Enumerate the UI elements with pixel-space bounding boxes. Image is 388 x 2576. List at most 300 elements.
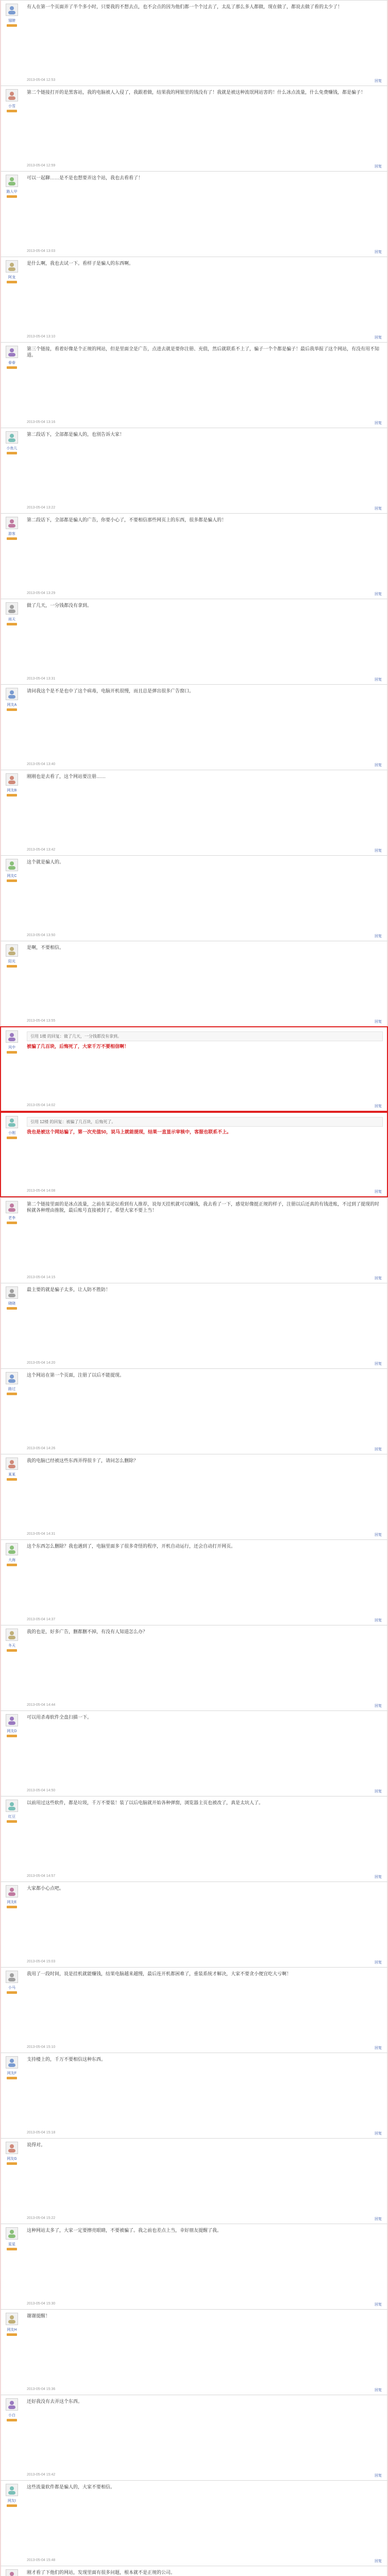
post-content: 刚才看了下他们的网站，发现里面有很多问题，根本就不是正规的公司。 [27, 2570, 176, 2575]
post-body [23, 599, 387, 684]
forum-post [0, 1625, 388, 1710]
avatar[interactable] [6, 89, 18, 101]
level-badge [7, 366, 17, 369]
user-icon [7, 1288, 16, 1297]
post-body [23, 1882, 387, 1967]
post-body [23, 1625, 387, 1710]
level-badge [7, 879, 17, 882]
user-icon [7, 2571, 16, 2576]
post-body [23, 172, 387, 257]
post-body [23, 2310, 387, 2395]
avatar[interactable] [6, 2227, 18, 2240]
avatar[interactable] [6, 2484, 18, 2496]
reply-link[interactable]: 回复 [375, 79, 382, 83]
post-content: 我用了一段时间，说是挂机就能赚钱，结果电脑越来越慢，最后连开机都困难了，重装系统才解决，大家不要贪小便宜吃大亏啊！ [27, 1971, 292, 1976]
avatar[interactable] [6, 175, 18, 187]
post-author [1, 856, 23, 941]
post-body [23, 1797, 387, 1882]
author-name[interactable]: 小刚 [8, 1131, 15, 1135]
forum-post [0, 1796, 388, 1882]
post-time: 2013-05-04 14:57 [27, 1874, 56, 1878]
post-author [1, 2224, 23, 2309]
user-icon [7, 2229, 16, 2238]
level-badge [7, 1564, 17, 1566]
level-badge [7, 708, 17, 711]
post-time: 2013-05-04 13:40 [27, 762, 56, 766]
post-meta [27, 1532, 382, 1537]
post-time: 2013-05-04 15:03 [27, 1960, 56, 1963]
post-meta [27, 848, 382, 853]
post-author [1, 2481, 23, 2566]
forum-post [0, 513, 388, 599]
avatar[interactable] [6, 944, 18, 957]
author-name[interactable]: 小鱼儿 [6, 447, 18, 450]
forum-post [0, 1967, 388, 2053]
post-time: 2013-05-04 14:02 [27, 1104, 56, 1107]
post-content: 这个东西怎么删除？我也遇到了，电脑里面多了很多奇怪的程序，开机自动运行，还会自动打开网页。 [27, 1544, 236, 1549]
reply-link[interactable]: 回复 [375, 336, 382, 340]
post-meta [27, 1703, 382, 1708]
user-icon [7, 1630, 16, 1639]
avatar[interactable] [6, 1714, 18, 1726]
post-meta [27, 1618, 382, 1623]
post-meta [27, 1019, 382, 1024]
post-meta [27, 1789, 382, 1794]
reply-link[interactable]: 回复 [375, 1448, 382, 1451]
author-name[interactable]: 雨天 [8, 618, 15, 621]
post-content: 刚刚也是去看了，这个网站要注册…… [27, 774, 106, 779]
post-time: 2013-05-04 15:30 [27, 2302, 56, 2306]
reply-link[interactable]: 回复 [375, 2560, 382, 2563]
forum-post [0, 1283, 388, 1368]
user-icon [7, 2485, 16, 2495]
avatar[interactable] [6, 859, 18, 871]
avatar[interactable] [6, 1458, 18, 1470]
level-badge [7, 1307, 17, 1310]
post-time: 2013-05-04 13:50 [27, 934, 56, 937]
post-time: 2013-05-04 14:50 [27, 1789, 56, 1792]
level-badge [7, 2077, 17, 2079]
post-meta [27, 591, 382, 597]
post-author [1, 514, 23, 599]
post-content: 可以用杀毒软件全盘扫描一下。 [27, 1715, 92, 1720]
user-icon [7, 1972, 16, 1981]
post-content: 支持楼上的，千万不要相信这种东西。 [27, 2057, 106, 2062]
author-name[interactable]: 网友C [7, 874, 17, 878]
post-time: 2013-05-04 14:44 [27, 1703, 56, 1707]
post-content: 还好我没有去弄这个东西。 [27, 2399, 83, 2404]
post-time: 2013-05-04 14:20 [27, 1361, 56, 1365]
user-icon [7, 689, 16, 699]
forum-post [0, 1026, 388, 1112]
user-icon [7, 1545, 16, 1554]
user-icon [7, 1117, 16, 1127]
author-name[interactable]: 网友I [8, 2499, 16, 2503]
forum-post [0, 941, 388, 1026]
reply-link[interactable]: 回复 [375, 1790, 382, 1793]
post-meta [27, 1960, 382, 1965]
level-badge [7, 2504, 17, 2507]
post-body [23, 428, 387, 513]
reply-link[interactable]: 回复 [375, 2132, 382, 2136]
post-meta [27, 1276, 382, 1281]
forum-post [0, 855, 388, 941]
post-time: 2013-05-04 15:36 [27, 2387, 56, 2391]
post-author [1, 2053, 23, 2138]
forum-post [0, 1112, 388, 1197]
user-icon [7, 775, 16, 784]
reply-link[interactable]: 回复 [375, 1961, 382, 1964]
post-content: 请问我这个是不是也中了这个病毒，电脑开机很慢，而且总是弹出很多广告窗口。 [27, 688, 194, 693]
post-author [1, 1540, 23, 1625]
post-time: 2013-05-04 14:31 [27, 1532, 56, 1536]
post-content: 第二段话下，全部都是骗人的广告，你要小心了，不要相信那些网页上的东西，很多都是骗人的！ [27, 517, 227, 522]
post-body [23, 2481, 387, 2566]
user-icon [7, 1716, 16, 1725]
author-name[interactable]: 网友B [7, 789, 17, 792]
post-author [1, 770, 23, 855]
author-name[interactable]: 翅膀 [8, 19, 15, 23]
post-time: 2013-05-04 13:10 [27, 335, 56, 338]
user-icon [7, 604, 16, 613]
post-content: 做了几天，一分钱都没有拿到。 [27, 603, 92, 608]
post-meta [27, 2131, 382, 2136]
author-name[interactable]: 小马 [8, 1986, 15, 1990]
forum-post [0, 342, 388, 428]
reply-link[interactable]: 回复 [375, 678, 382, 682]
level-badge [7, 110, 17, 112]
author-name[interactable]: 网友D [7, 1730, 17, 1733]
post-body [23, 2224, 387, 2309]
post-author [1, 1454, 23, 1539]
post-body [23, 257, 387, 342]
forum-post [0, 1454, 388, 1539]
author-name[interactable]: 阳光 [8, 960, 15, 963]
post-meta [27, 762, 382, 768]
post-meta [27, 934, 382, 939]
reply-link[interactable]: 回复 [375, 1105, 382, 1108]
post-content: 说得对。 [27, 2142, 46, 2147]
post-content: 最主要的就是骗子太多，让人防不胜防！ [27, 1287, 111, 1292]
author-name[interactable]: 路过 [8, 1387, 15, 1391]
post-body [23, 1198, 387, 1283]
post-meta [27, 2302, 382, 2307]
post-author [1, 1198, 23, 1283]
user-icon [7, 2314, 16, 2324]
post-author [1, 1625, 23, 1710]
avatar[interactable] [6, 1885, 18, 1897]
post-author [1, 1, 23, 86]
post-author [1, 941, 23, 1026]
post-time: 2013-05-04 13:42 [27, 848, 56, 852]
forum-post [0, 770, 388, 855]
forum-post [0, 2053, 388, 2138]
author-name[interactable]: 网友E [7, 1901, 17, 1904]
post-author [1, 599, 23, 684]
user-icon [7, 91, 16, 100]
avatar[interactable] [6, 1629, 18, 1641]
post-meta [27, 1361, 382, 1366]
avatar[interactable] [6, 2313, 18, 2325]
author-name[interactable]: 冬天 [8, 1644, 15, 1648]
reply-link[interactable]: 回复 [375, 1020, 382, 1024]
post-time: 2013-05-04 13:29 [27, 591, 56, 595]
post-time: 2013-05-04 14:37 [27, 1618, 56, 1621]
post-time: 2013-05-04 13:55 [27, 1019, 56, 1023]
avatar[interactable] [6, 431, 18, 444]
post-content: 是啊，不要相信。 [27, 945, 64, 950]
forum-post [0, 2309, 388, 2395]
author-name[interactable]: 某某 [8, 1473, 15, 1477]
reply-link[interactable]: 回复 [375, 1704, 382, 1708]
level-badge [7, 1222, 17, 1224]
avatar[interactable] [6, 773, 18, 786]
avatar[interactable] [6, 346, 18, 358]
level-badge [7, 537, 17, 540]
avatar[interactable] [6, 2142, 18, 2154]
post-body [23, 2053, 387, 2138]
reply-link[interactable]: 回复 [375, 1362, 382, 1366]
post-time: 2013-05-04 15:22 [27, 2216, 56, 2220]
level-badge [7, 2419, 17, 2421]
forum-post [0, 428, 388, 513]
author-name[interactable]: 老李 [8, 1216, 15, 1220]
post-author [1, 1027, 23, 1111]
post-content: 可以一起聊……是不是也想要弄这个站，我也去看看了！ [27, 175, 143, 180]
author-name[interactable]: 游客 [8, 532, 15, 536]
post-meta [27, 677, 382, 682]
post-body [23, 770, 387, 855]
author-name[interactable]: 星星 [8, 2243, 15, 2246]
post-body [23, 1369, 387, 1454]
post-author [1, 86, 23, 171]
level-badge [7, 1137, 17, 1139]
post-time: 2013-05-04 12:53 [27, 78, 56, 82]
level-badge [7, 1051, 17, 1054]
post-time: 2013-05-04 15:42 [27, 2473, 56, 2477]
post-body [23, 856, 387, 941]
post-author [1, 1369, 23, 1454]
avatar[interactable] [6, 2569, 18, 2576]
quote-block: 引用 12楼 的回复：被骗了几百块，后悔死了。 [27, 1117, 383, 1127]
reply-link[interactable]: 回复 [375, 2046, 382, 2050]
reply-link[interactable]: 回复 [375, 592, 382, 596]
avatar[interactable] [6, 1372, 18, 1384]
author-name[interactable]: 网友G [7, 2157, 17, 2161]
reply-link[interactable]: 回复 [375, 507, 382, 511]
post-body [23, 2395, 387, 2480]
user-icon [7, 1202, 16, 1212]
user-icon [7, 2400, 16, 2409]
user-icon [7, 176, 16, 185]
post-meta [27, 78, 382, 83]
forum-post [0, 1710, 388, 1796]
post-content: 这些流量软件都是骗人的，大家不要相信。 [27, 2484, 115, 2489]
reply-link[interactable]: 回复 [375, 421, 382, 425]
author-name[interactable]: 小白 [8, 2414, 15, 2417]
reply-link[interactable]: 回复 [375, 1277, 382, 1280]
post-content: 第二个链接里面的是冰点流量，之前在某论坛看到有人推荐，说每天挂机就可以赚钱，我去看了一下，感觉好像挺正规的样子，注册以后还真的有钱进账，不过到了提现的时候就各种理由推脱，最后账号直接被封了，希望大家不要上当！ [27, 1201, 380, 1213]
post-meta [27, 1189, 382, 1194]
post-time: 2013-05-04 12:59 [27, 164, 56, 167]
reply-link[interactable]: 回复 [375, 250, 382, 254]
post-author [1, 1797, 23, 1882]
reply-link[interactable]: 回复 [375, 764, 382, 767]
avatar[interactable] [6, 602, 18, 615]
author-name[interactable]: 网友F [7, 2072, 17, 2075]
post-meta [27, 2387, 382, 2393]
user-icon [7, 518, 16, 528]
post-content: 第二段话下，全部都是骗人的，也别告诉大家！ [27, 432, 125, 437]
reply-link[interactable]: 回复 [375, 2474, 382, 2478]
reply-link[interactable]: 回复 [375, 1533, 382, 1537]
level-badge [7, 2333, 17, 2336]
avatar[interactable] [6, 1030, 18, 1043]
author-name[interactable]: 春春 [8, 361, 15, 365]
level-badge [7, 623, 17, 625]
post-author [1, 2310, 23, 2395]
user-icon [7, 2058, 16, 2067]
post-body [23, 1113, 387, 1196]
post-author [1, 172, 23, 257]
forum-post [0, 2395, 388, 2480]
post-body [23, 685, 387, 770]
post-content: 这个网站在第一个页面，注册了以后不能提现。 [27, 1372, 125, 1378]
forum-post [0, 171, 388, 257]
avatar[interactable] [6, 517, 18, 529]
level-badge [7, 2162, 17, 2165]
post-meta [27, 420, 382, 426]
post-body [23, 2139, 387, 2224]
reply-link[interactable]: 回复 [375, 2217, 382, 2221]
author-name[interactable]: 大海 [8, 1558, 15, 1562]
level-badge [7, 1906, 17, 1908]
post-time: 2013-05-04 13:16 [27, 420, 56, 424]
avatar[interactable] [6, 260, 18, 273]
level-badge [7, 1393, 17, 1395]
reply-link[interactable]: 回复 [375, 2303, 382, 2307]
post-content: 我也是被这个网站骗了，第一次充值50，说马上就能提现，结果一直显示审核中，客服也联系不上。 [27, 1129, 232, 1134]
post-time: 2013-05-04 13:22 [27, 506, 56, 510]
avatar[interactable] [6, 1543, 18, 1555]
user-icon [7, 5, 16, 14]
avatar[interactable] [6, 1971, 18, 1983]
post-content: 我的电脑已经被这些东西弄得很卡了，请问怎么删除？ [27, 1458, 139, 1463]
user-icon [7, 262, 16, 271]
level-badge [7, 1991, 17, 1994]
post-author [1, 343, 23, 428]
avatar[interactable] [6, 2056, 18, 2069]
level-badge [7, 1478, 17, 1481]
reply-link[interactable]: 回复 [375, 2388, 382, 2392]
user-icon [7, 1374, 16, 1383]
reply-link[interactable]: 回复 [375, 165, 382, 168]
post-content: 第二个链接打开的是黑客站，我的电脑被人入侵了，我跟着做，结果我的网银里的钱没有了！我就是被这种流氓网站害的！什么冰点流量，什么免费赚钱，都是骗子！ [27, 90, 366, 95]
reply-link[interactable]: 回复 [375, 1875, 382, 1879]
author-name[interactable]: 路人甲 [6, 190, 18, 194]
quote-block: 引用 1楼 的回复：做了几天，一分钱都没有拿到。 [27, 1031, 383, 1041]
post-author [1, 1113, 23, 1196]
post-meta [27, 2558, 382, 2564]
author-name[interactable]: 风中 [8, 1046, 15, 1049]
avatar[interactable] [6, 4, 18, 16]
forum-post [0, 1197, 388, 1283]
post-content: 谢谢提醒！ [27, 2313, 50, 2318]
post-body [23, 1283, 387, 1368]
forum-post [0, 86, 388, 171]
post-content: 第三个链接，看着好像是个正规的网站，但是里面全是广告，点进去就是要你注册、充值，然后就联系不上了，骗子一个个都是骗子！最后我举报了这个网站，有没有用不知道。 [27, 346, 380, 358]
post-meta [27, 335, 382, 340]
post-body [23, 941, 387, 1026]
post-meta [27, 164, 382, 169]
author-name[interactable]: 网友A [7, 703, 17, 707]
post-author [1, 1711, 23, 1796]
forum-post [0, 2138, 388, 2224]
level-badge [7, 794, 17, 796]
reply-link[interactable]: 回复 [375, 1190, 382, 1194]
post-author [1, 685, 23, 770]
post-meta [27, 506, 382, 511]
user-icon [7, 1801, 16, 1810]
avatar[interactable] [6, 1800, 18, 1812]
author-name[interactable]: 红豆 [8, 1815, 15, 1819]
post-content: 我的也是，好多广告，删都删不掉，有没有人知道怎么办？ [27, 1629, 148, 1634]
post-body [23, 514, 387, 599]
level-badge [7, 195, 17, 198]
post-author [1, 257, 23, 342]
reply-link[interactable]: 回复 [375, 935, 382, 938]
forum-post [0, 1539, 388, 1625]
reply-link[interactable]: 回复 [375, 1619, 382, 1622]
level-badge [7, 24, 17, 27]
level-badge [7, 1649, 17, 1652]
post-time: 2013-05-04 15:18 [27, 2131, 56, 2134]
level-badge [7, 1735, 17, 1737]
post-author [1, 1882, 23, 1967]
forum-post [0, 2224, 388, 2309]
avatar[interactable] [6, 688, 18, 700]
user-icon [7, 1887, 16, 1896]
post-author [1, 2566, 23, 2576]
post-meta [27, 1447, 382, 1452]
user-icon [7, 2143, 16, 2153]
post-body [23, 2566, 387, 2576]
post-author [1, 2395, 23, 2480]
avatar[interactable] [6, 1286, 18, 1299]
avatar[interactable] [6, 1116, 18, 1128]
forum-post [0, 0, 388, 86]
post-meta [27, 1104, 382, 1109]
user-icon [7, 347, 16, 357]
forum-post [0, 1882, 388, 1967]
post-time: 2013-05-04 14:26 [27, 1447, 56, 1450]
reply-link[interactable]: 回复 [375, 849, 382, 853]
post-content: 被骗了几百块，后悔死了，大家千万不要相信啊！ [27, 1044, 129, 1049]
post-meta [27, 249, 382, 255]
author-name[interactable]: 网友H [7, 2328, 17, 2332]
author-name[interactable]: 晓晓 [8, 1302, 15, 1306]
author-name[interactable]: 小雪 [8, 105, 15, 108]
avatar[interactable] [6, 2398, 18, 2411]
post-content: 这个就是骗人的。 [27, 859, 64, 865]
avatar[interactable] [6, 1201, 18, 1213]
post-meta [27, 1874, 382, 1879]
level-badge [7, 2248, 17, 2250]
post-time: 2013-05-04 14:08 [27, 1189, 56, 1193]
forum-post [0, 2480, 388, 2566]
author-name[interactable]: 阿龙 [8, 276, 15, 279]
forum-post [0, 257, 388, 342]
